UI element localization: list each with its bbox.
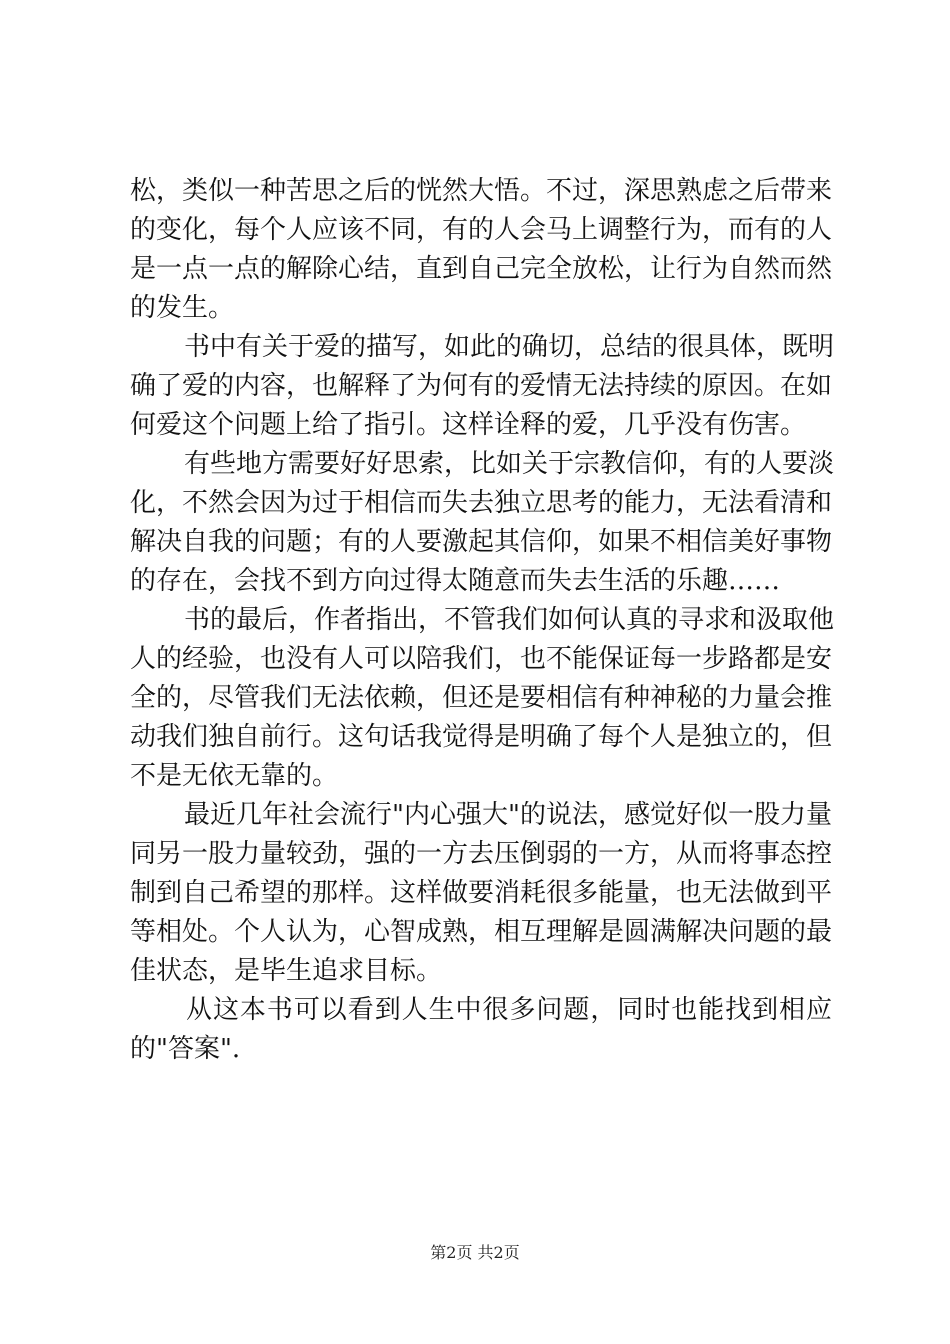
text-line: 动我们独自前行。这句话我觉得是明确了每个人是独立的，但: [130, 722, 833, 752]
text-line: 不是无依无靠的。: [130, 761, 339, 791]
page-footer: 第2页 共2页: [430, 1243, 520, 1262]
text-line: 的发生。: [130, 293, 235, 323]
text-line: 有些地方需要好好思索，比如关于宗教信仰，有的人要淡: [184, 449, 835, 479]
text-line: 的存在，会找不到方向过得太随意而失去生活的乐趣……: [130, 566, 781, 596]
text-line: 书中有关于爱的描写，如此的确切，总结的很具体，既明: [184, 332, 835, 362]
text-line: 松，类似一种苦思之后的恍然大悟。不过，深思熟虑之后带来: [130, 176, 833, 206]
text-line: 同另一股力量较劲，强的一方去压倒弱的一方，从而将事态控: [130, 839, 833, 869]
text-line: 解决自我的问题；有的人要激起其信仰，如果不相信美好事物: [130, 527, 833, 557]
text-line: 等相处。个人认为，心智成熟，相互理解是圆满解决问题的最: [130, 917, 833, 947]
text-line: 最近几年社会流行"内心强大"的说法，感觉好似一股力量: [184, 800, 832, 830]
text-line: 化，不然会因为过于相信而失去独立思考的能力，无法看清和: [130, 488, 833, 518]
text-line: 书的最后，作者指出，不管我们如何认真的寻求和汲取他: [184, 605, 835, 635]
text-line: 佳状态，是毕生追求目标。: [130, 956, 443, 986]
document-body: [130, 172, 835, 1069]
text-line: 的"答案".: [130, 1034, 241, 1064]
text-line: 的变化，每个人应该不同，有的人会马上调整行为，而有的人: [130, 215, 833, 245]
text-line: 全的，尽管我们无法依赖，但还是要相信有种神秘的力量会推: [130, 683, 833, 713]
text-line: 是一点一点的解除心结，直到自己完全放松，让行为自然而然: [130, 254, 833, 284]
text-line: 制到自己希望的那样。这样做要消耗很多能量，也无法做到平: [130, 878, 833, 908]
text-line: 何爱这个问题上给了指引。这样诠释的爱，几乎没有伤害。: [130, 410, 807, 440]
text-line: 确了爱的内容，也解释了为何有的爱情无法持续的原因。在如: [130, 371, 833, 401]
text-line: 从这本书可以看到人生中很多问题，同时也能找到相应: [186, 995, 832, 1025]
text-line: 人的经验，也没有人可以陪我们，也不能保证每一步路都是安: [130, 644, 833, 674]
paragraph-lines: [130, 172, 835, 1069]
